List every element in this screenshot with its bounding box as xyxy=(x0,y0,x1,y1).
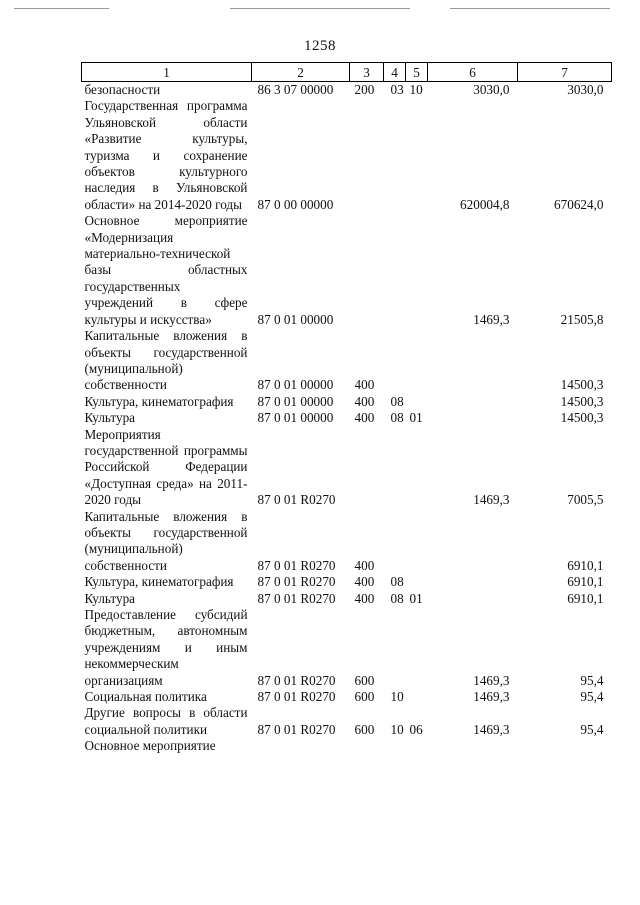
section-code: 08 xyxy=(390,574,404,590)
section-code xyxy=(384,607,406,689)
table-row xyxy=(82,574,612,590)
expense-type-code: 400 xyxy=(354,393,375,409)
table-row xyxy=(82,509,612,575)
item-name-text: Культура, кинематография xyxy=(84,574,234,590)
expense-type-code: 400 xyxy=(354,377,375,393)
table-row xyxy=(82,738,612,754)
target-code xyxy=(252,738,350,754)
table-row xyxy=(82,328,612,394)
page-number: 1258 xyxy=(304,38,336,54)
target-code: 87 0 01 00000 xyxy=(257,377,334,393)
item-name xyxy=(82,509,252,575)
item-name-text: безопасности xyxy=(84,82,161,97)
target-code: 87 0 01 R0270 xyxy=(257,590,336,606)
item-name xyxy=(82,689,252,705)
amount-col7: 14500,3 xyxy=(560,410,604,426)
column-header: 2 xyxy=(252,63,350,82)
amount-col7: 95,4 xyxy=(580,689,604,705)
subsection-code xyxy=(406,738,428,754)
target-code: 87 0 01 R0270 xyxy=(257,689,336,705)
target-code: 87 0 01 00000 xyxy=(257,393,334,409)
expense-type-code: 400 xyxy=(354,557,375,573)
expense-type-code: 600 xyxy=(354,689,375,705)
section-code xyxy=(384,509,406,575)
item-name-text: Основное мероприятие «Модернизация материально-технической базы областных государственных учреждений в сфере культуры и искусства» xyxy=(84,213,248,327)
table-row xyxy=(82,591,612,607)
subsection-code xyxy=(406,607,428,689)
expense-type-code: 600 xyxy=(354,672,375,688)
expense-type-code: 200 xyxy=(354,82,375,97)
item-name xyxy=(82,591,252,607)
section-code: 08 xyxy=(390,410,404,426)
subsection-code xyxy=(406,509,428,575)
subsection-code: 06 xyxy=(409,721,423,737)
amount-col7 xyxy=(518,738,612,754)
item-name xyxy=(82,705,252,738)
amount-col7: 6910,1 xyxy=(567,590,604,606)
table-row xyxy=(82,410,612,426)
amount-col6 xyxy=(428,591,518,607)
target-code: 87 0 01 R0270 xyxy=(257,492,336,508)
expense-type-code xyxy=(350,98,384,213)
scan-artifact-line xyxy=(450,8,610,9)
amount-col7: 95,4 xyxy=(580,721,604,737)
target-code: 87 0 00 00000 xyxy=(257,196,334,212)
table-row xyxy=(82,607,612,689)
item-name-text: Другие вопросы в области социальной политики xyxy=(84,705,248,737)
table-row xyxy=(82,98,612,213)
amount-col7: 6910,1 xyxy=(567,557,604,573)
amount-col7: 21505,8 xyxy=(560,311,604,327)
expense-type-code: 600 xyxy=(354,721,375,737)
item-name xyxy=(82,607,252,689)
amount-col6 xyxy=(428,410,518,426)
amount-col7: 14500,3 xyxy=(560,393,604,409)
column-header: 4 xyxy=(384,63,406,82)
column-header: 6 xyxy=(428,63,518,82)
subsection-code xyxy=(406,394,428,410)
item-name xyxy=(82,328,252,394)
section-code: 10 xyxy=(390,689,404,705)
section-code xyxy=(384,213,406,328)
table-row xyxy=(82,394,612,410)
amount-col7: 7005,5 xyxy=(567,492,604,508)
amount-col6: 620004,8 xyxy=(460,196,510,212)
target-code: 86 3 07 00000 xyxy=(257,82,334,97)
item-name-text: Культура xyxy=(84,590,136,606)
subsection-code xyxy=(406,574,428,590)
amount-col6 xyxy=(428,328,518,394)
subsection-code: 10 xyxy=(409,82,423,97)
table-row xyxy=(82,213,612,328)
amount-col7: 670624,0 xyxy=(554,196,604,212)
table-row xyxy=(82,82,612,99)
item-name-text: Культура xyxy=(84,410,136,426)
item-name-text: Социальная политика xyxy=(84,689,207,705)
target-code: 87 0 01 00000 xyxy=(257,410,334,426)
column-header: 5 xyxy=(406,63,428,82)
amount-col6: 1469,3 xyxy=(473,689,510,705)
scan-artifact-line xyxy=(14,8,109,9)
column-header: 7 xyxy=(518,63,612,82)
subsection-code xyxy=(406,427,428,509)
target-code: 87 0 01 R0270 xyxy=(257,574,336,590)
subsection-code xyxy=(406,689,428,705)
amount-col7: 3030,0 xyxy=(567,82,604,97)
item-name-text: Капитальные вложения в объекты государственной (муниципальной) собственности xyxy=(84,508,248,573)
amount-col7: 95,4 xyxy=(580,672,604,688)
target-code: 87 0 01 R0270 xyxy=(257,721,336,737)
subsection-code: 01 xyxy=(409,590,423,606)
subsection-code: 01 xyxy=(409,410,423,426)
target-code: 87 0 01 R0270 xyxy=(257,672,336,688)
amount-col6 xyxy=(428,394,518,410)
amount-col6: 3030,0 xyxy=(473,82,510,97)
section-code: 03 xyxy=(390,82,404,97)
item-name-text: Основное мероприятие xyxy=(84,738,216,754)
budget-table xyxy=(81,62,612,755)
section-code xyxy=(384,738,406,754)
item-name xyxy=(82,574,252,590)
section-code: 08 xyxy=(390,590,404,606)
amount-col6: 1469,3 xyxy=(473,721,510,737)
item-name xyxy=(82,410,252,426)
amount-col7: 14500,3 xyxy=(560,377,604,393)
amount-col6: 1469,3 xyxy=(473,492,510,508)
amount-col6 xyxy=(428,738,518,754)
target-code: 87 0 01 R0270 xyxy=(257,557,336,573)
section-code xyxy=(384,328,406,394)
item-name-text: Культура, кинематография xyxy=(84,393,234,409)
item-name xyxy=(82,394,252,410)
amount-col6 xyxy=(428,509,518,575)
expense-type-code: 400 xyxy=(354,574,375,590)
expense-type-code: 400 xyxy=(354,410,375,426)
table-row xyxy=(82,427,612,509)
section-code: 08 xyxy=(390,393,404,409)
subsection-code xyxy=(406,328,428,394)
amount-col6: 1469,3 xyxy=(473,311,510,327)
item-name xyxy=(82,82,252,99)
expense-type-code xyxy=(350,738,384,754)
item-name-text: Предоставление субсидий бюджетным, автономным учреждениям и иным некоммерческим организациям xyxy=(84,607,248,688)
column-header: 3 xyxy=(350,63,384,82)
table-row xyxy=(82,705,612,738)
table-body xyxy=(82,82,612,755)
item-name xyxy=(82,427,252,509)
item-name xyxy=(82,213,252,328)
section-code xyxy=(384,427,406,509)
item-name-text: Мероприятия государственной программы Российской Федерации «Доступная среда» на 2011-2020 годы xyxy=(84,426,248,508)
item-name-text: Государственная программа Ульяновской области «Развитие культуры, туризма и сохранение объектов культурного наследия в Ульяновской области» на 2014-2020 годы xyxy=(84,98,248,212)
section-code xyxy=(384,98,406,213)
amount-col6: 1469,3 xyxy=(473,672,510,688)
table-row xyxy=(82,689,612,705)
target-code: 87 0 01 00000 xyxy=(257,311,334,327)
column-header: 1 xyxy=(82,63,252,82)
subsection-code xyxy=(406,98,428,213)
amount-col6 xyxy=(428,574,518,590)
item-name-text: Капитальные вложения в объекты государственной (муниципальной) собственности xyxy=(84,328,248,393)
table-header-row xyxy=(82,63,612,82)
expense-type-code xyxy=(350,213,384,328)
expense-type-code: 400 xyxy=(354,590,375,606)
item-name xyxy=(82,98,252,213)
item-name xyxy=(82,738,252,754)
scan-artifact-line xyxy=(230,8,410,9)
expense-type-code xyxy=(350,427,384,509)
amount-col7: 6910,1 xyxy=(567,574,604,590)
section-code: 10 xyxy=(390,721,404,737)
subsection-code xyxy=(406,213,428,328)
